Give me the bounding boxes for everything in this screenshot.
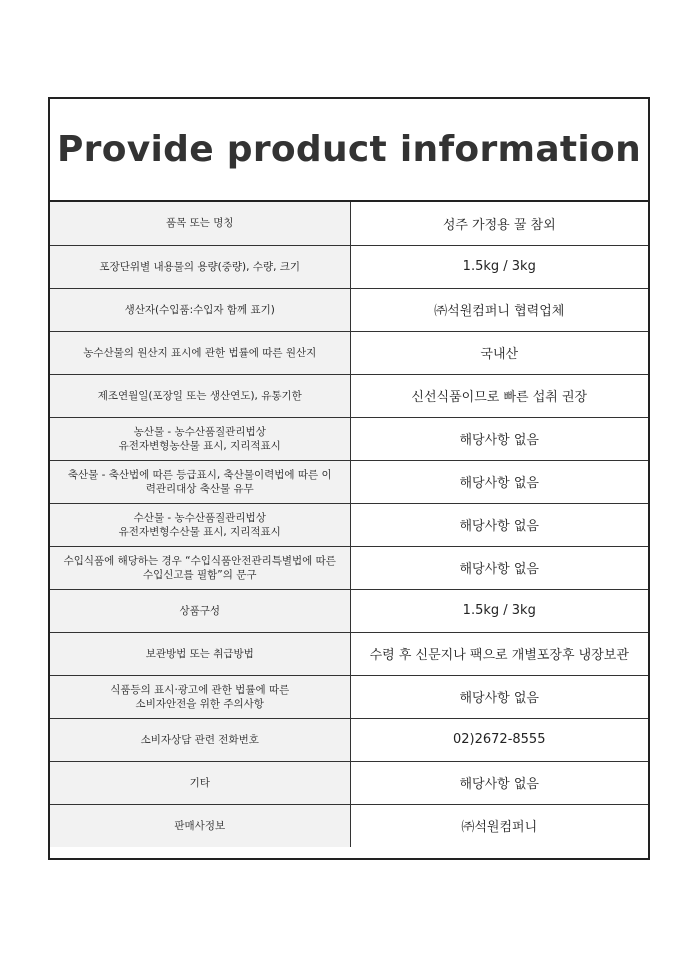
product-info-sheet [48,97,650,860]
row-value-storage: 수령 후 신문지나 팩으로 개별포장후 냉장보관 [350,632,648,675]
row-value-item-name: 성주 가정용 꿀 참외 [442,217,556,233]
row-label-safety-notice: 식품등의 표시·광고에 관한 법률에 따른 소비자안전을 위한 주의사항 [50,675,350,718]
row-label-imported-food: 수입식품에 해당하는 경우 “수입식품안전관리특별법에 따른 수입신고를 필함”의 문구 [50,546,350,589]
row-label-manufacture-date: 제조연월일(포장일 또는 생산연도), 유통기한 [50,374,350,417]
row-label-etc: 기타 [50,761,350,804]
row-value-seller: ㈜석원컴퍼니 [350,804,648,847]
row-value-package-size: 1.5kg / 3kg [350,245,648,288]
row-value-livestock: 해당사항 없음 [350,460,648,503]
row-value-origin: 국내산 [350,331,648,374]
table-row [50,675,648,718]
table-row [50,331,648,374]
row-value-phone: 02)2672-8555 [350,718,648,761]
row-value-composition: 1.5kg / 3kg [350,589,648,632]
table-row [50,589,648,632]
row-label-marine: 수산물 - 농수산품질관리법상 유전자변형수산물 표시, 지리적표시 [50,503,350,546]
row-label-livestock: 축산물 - 축산법에 따른 등급표시, 축산물이력법에 따른 이 력관리대상 축산물 유무 [50,460,350,503]
row-value-manufacture-date: 신선식품이므로 빠른 섭취 권장 [350,374,648,417]
product-info-table [50,202,648,847]
row-value-etc: 해당사항 없음 [350,761,648,804]
row-label-producer: 생산자(수입품:수입자 함께 표기) [50,288,350,331]
table-row [50,245,648,288]
table-row [50,503,648,546]
table-row [50,546,648,589]
row-label-composition: 상품구성 [50,589,350,632]
row-label-origin: 농수산물의 원산지 표시에 관한 법률에 따른 원산지 [50,331,350,374]
row-label-storage: 보관방법 또는 취급방법 [50,632,350,675]
row-value-safety-notice: 해당사항 없음 [350,675,648,718]
table-row [50,632,648,675]
row-label-phone: 소비자상담 관련 전화번호 [50,718,350,761]
table-row [50,718,648,761]
row-label-agricultural: 농산물 - 농수산품질관리법상 유전자변형농산물 표시, 지리적표시 [50,417,350,460]
table-row [50,761,648,804]
row-value-marine: 해당사항 없음 [350,503,648,546]
row-value-agricultural: 해당사항 없음 [350,417,648,460]
row-value-producer: ㈜석원컴퍼니 협력업체 [350,288,648,331]
row-value-imported-food: 해당사항 없음 [350,546,648,589]
table-row [50,417,648,460]
row-label-package-size: 포장단위별 내용물의 용량(중량), 수량, 크기 [50,245,350,288]
table-row [50,202,648,245]
table-row [50,288,648,331]
table-row [50,460,648,503]
title-box [50,99,648,202]
table-row [50,804,648,847]
row-label-seller: 판매사정보 [50,804,350,847]
row-label-item-name: 품목 또는 명칭 [50,202,350,245]
page-title: Provide product information [56,129,642,170]
table-row [50,374,648,417]
